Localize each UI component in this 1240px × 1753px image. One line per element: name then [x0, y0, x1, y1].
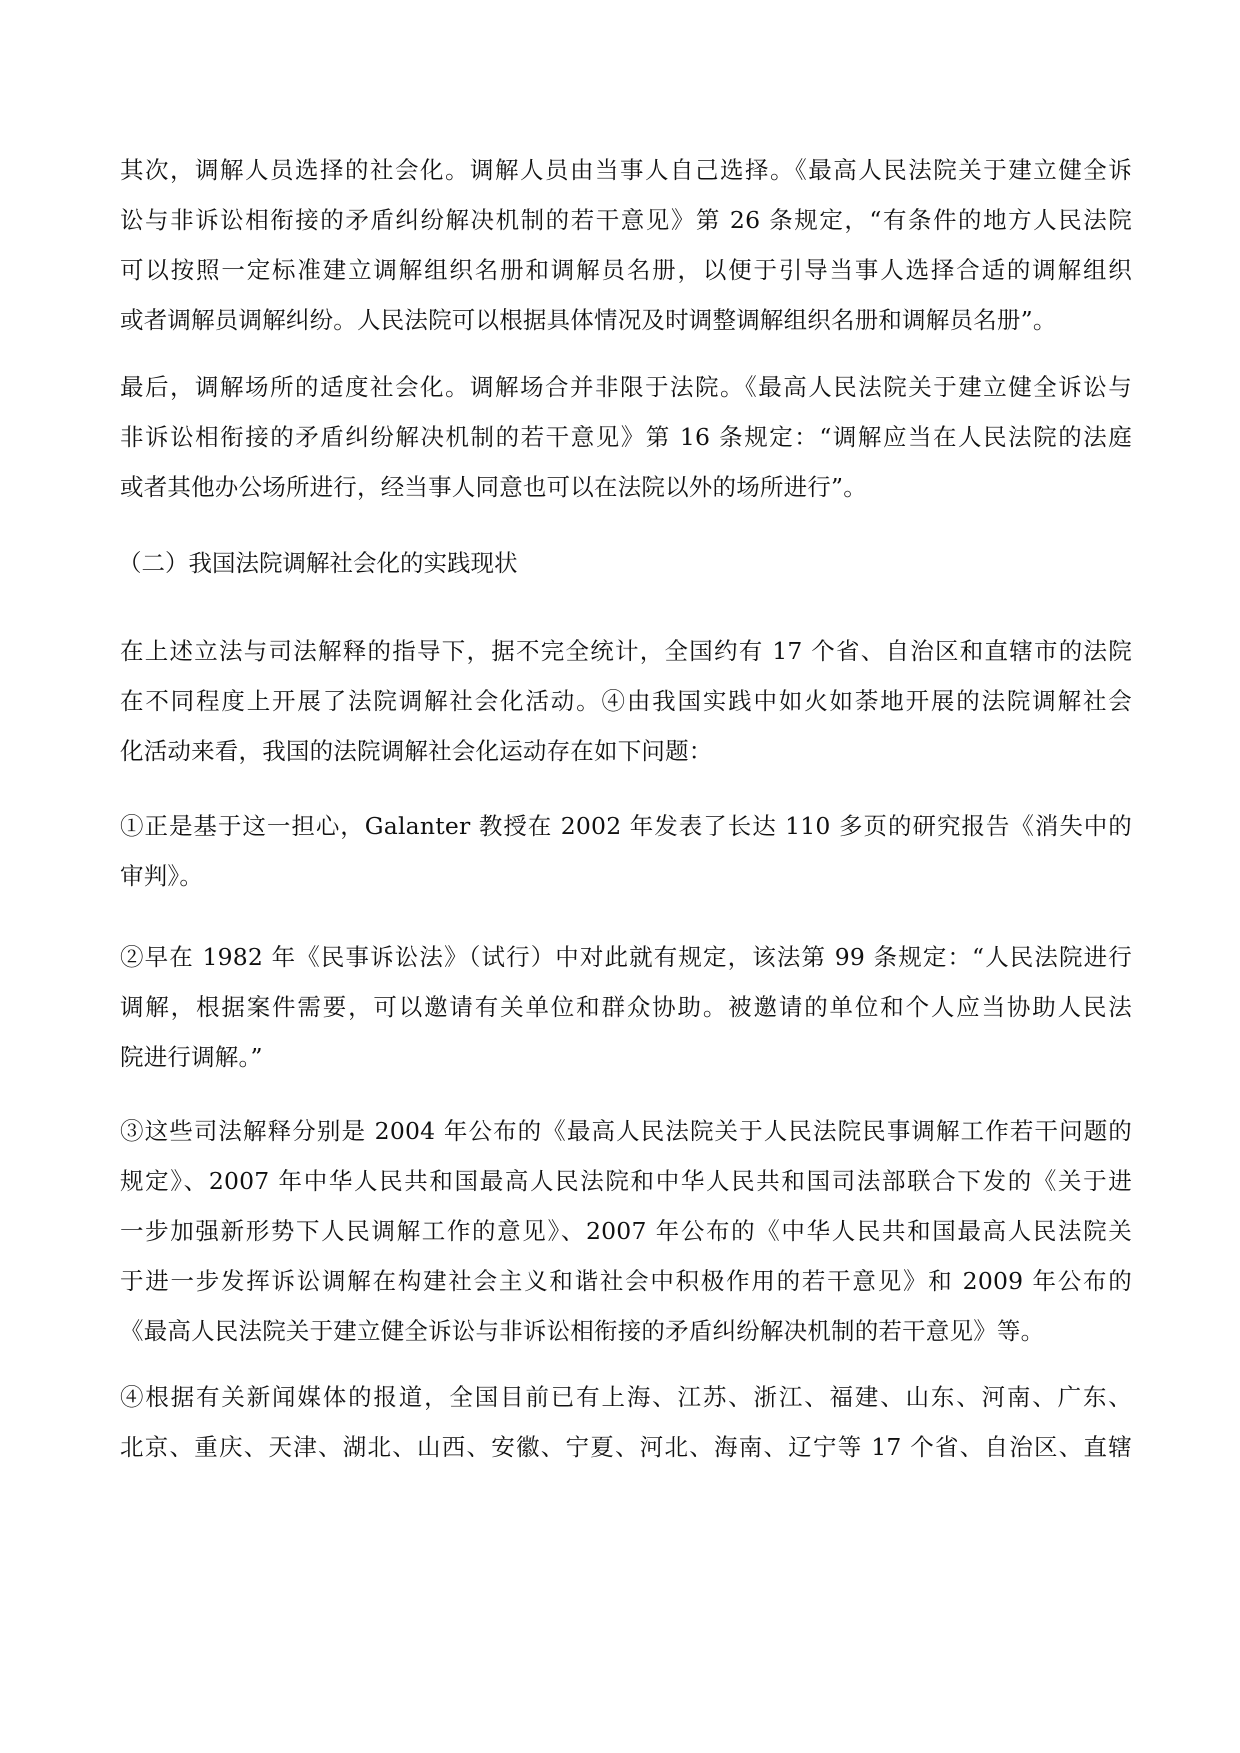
text-line: 一步加强新形势下人民调解工作的意见》、2007 年公布的《中华人民共和国最高人民法院关: [120, 1217, 1132, 1245]
text-line: 或者其他办公场所进行，经当事人同意也可以在法院以外的场所进行”。: [120, 473, 867, 501]
text-line: 《最高人民法院关于建立健全诉讼与非诉讼相衔接的矛盾纠纷解决机制的若干意见》等。: [120, 1317, 1045, 1345]
footnote-1: [120, 801, 1132, 901]
text-line: 审判》。: [120, 862, 204, 890]
paragraph-mediator-selection: [120, 145, 1132, 345]
footnote-4: [120, 1372, 1132, 1472]
text-line: 可以按照一定标准建立调解组织名册和调解员名册，以便于引导当事人选择合适的调解组织: [120, 256, 1132, 284]
text-line: ④根据有关新闻媒体的报道，全国目前已有上海、江苏、浙江、福建、山东、河南、广东、: [120, 1383, 1132, 1411]
text-line: 在不同程度上开展了法院调解社会化活动。④由我国实践中如火如荼地开展的法院调解社会: [120, 687, 1132, 715]
text-line: 规定》、2007 年中华人民共和国最高人民法院和中华人民共和国司法部联合下发的《关于进: [120, 1167, 1132, 1195]
text-line: 讼与非诉讼相衔接的矛盾纠纷解决机制的若干意见》第 26 条规定，“有条件的地方人民法院: [120, 206, 1132, 234]
footnote-3: [120, 1106, 1132, 1356]
text-line: ③这些司法解释分别是 2004 年公布的《最高人民法院关于人民法院民事调解工作若干问题的: [120, 1117, 1132, 1145]
section-heading: （二）我国法院调解社会化的实践现状: [118, 549, 518, 577]
text-line: 非诉讼相衔接的矛盾纠纷解决机制的若干意见》第 16 条规定：“调解应当在人民法院的法庭: [120, 423, 1132, 451]
text-line: 于进一步发挥诉讼调解在构建社会主义和谐社会中积极作用的若干意见》和 2009 年公布的: [120, 1267, 1132, 1295]
text-line: 在上述立法与司法解释的指导下，据不完全统计，全国约有 17 个省、自治区和直辖市的法院: [120, 637, 1132, 665]
text-line: 或者调解员调解纠纷。人民法院可以根据具体情况及时调整调解组织名册和调解员名册”。: [120, 306, 1057, 334]
paragraph-practice-status: [120, 626, 1132, 776]
text-line: 化活动来看，我国的法院调解社会化运动存在如下问题：: [120, 737, 713, 765]
text-line: ①正是基于这一担心，Galanter 教授在 2002 年发表了长达 110 多页的研究报告《消失中的: [120, 812, 1132, 840]
text-line: 北京、重庆、天津、湖北、山西、安徽、宁夏、河北、海南、辽宁等 17 个省、自治区、直辖: [120, 1433, 1132, 1461]
paragraph-mediation-venue: [120, 362, 1132, 512]
footnote-2: [120, 932, 1132, 1082]
text-line: 其次，调解人员选择的社会化。调解人员由当事人自己选择。《最高人民法院关于建立健全诉: [120, 156, 1132, 184]
text-line: ②早在 1982 年《民事诉讼法》（试行）中对此就有规定，该法第 99 条规定：“人民法院进行: [120, 943, 1132, 971]
text-line: 院进行调解。”: [120, 1043, 263, 1071]
text-line: 最后，调解场所的适度社会化。调解场合并非限于法院。《最高人民法院关于建立健全诉讼与: [120, 373, 1132, 401]
text-line: 调解，根据案件需要，可以邀请有关单位和群众协助。被邀请的单位和个人应当协助人民法: [120, 993, 1132, 1021]
